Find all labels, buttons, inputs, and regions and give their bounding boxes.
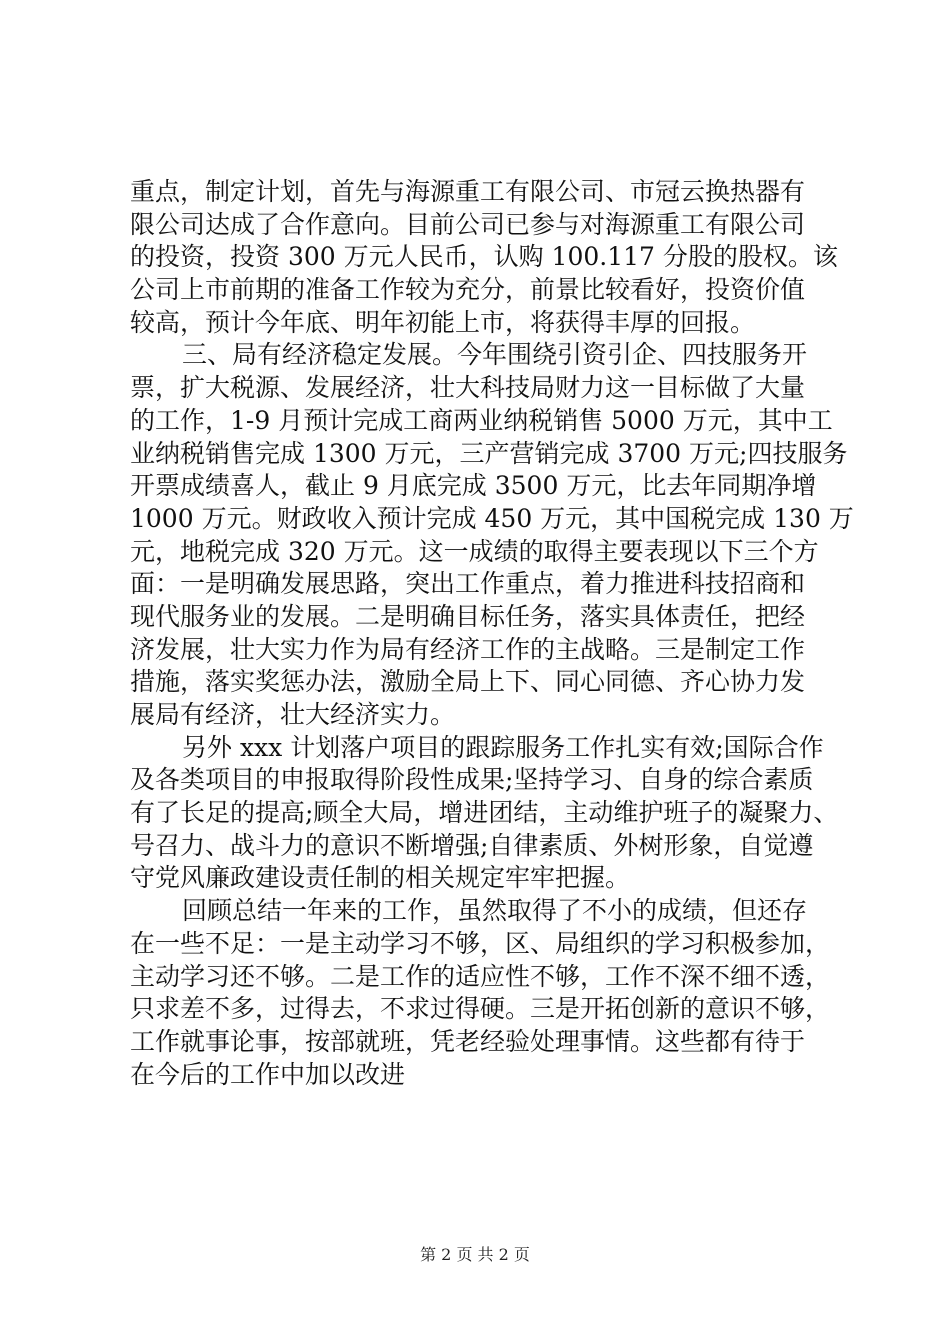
text-line: 主动学习还不够。二是工作的适应性不够，工作不深不细不透， — [130, 961, 831, 991]
text-line: 措施，落实奖惩办法，激励全局上下、同心同德、齐心协力发 — [130, 667, 806, 697]
paragraph-first-line: 回顾总结一年来的工作，虽然取得了不小的成绩，但还存 — [182, 896, 808, 926]
paragraph-first-line: 三、局有经济稳定发展。今年围绕引资引企、四技服务开 — [182, 340, 808, 370]
text-line: 工作就事论事，按部就班，凭老经验处理事情。这些都有待于 — [130, 1026, 806, 1056]
page-number-footer: 第 2 页 共 2 页 — [420, 1245, 530, 1264]
text-line: 济发展，壮大实力作为局有经济工作的主战略。三是制定工作 — [130, 634, 806, 664]
text-line: 较高，预计今年底、明年初能上市，将获得丰厚的回报。 — [130, 307, 756, 337]
text-line: 的投资，投资 300 万元人民币，认购 100.117 分股的股权。该 — [130, 242, 838, 272]
text-line: 面：一是明确发展思路，突出工作重点，着力推进科技招商和 — [130, 569, 806, 599]
text-line: 的工作，1-9 月预计完成工商两业纳税销售 5000 万元，其中工 — [130, 405, 833, 435]
paragraph-first-line: 另外 xxx 计划落户项目的跟踪服务工作扎实有效;国际合作 — [182, 732, 824, 762]
text-line: 限公司达成了合作意向。目前公司已参与对海源重工有限公司 — [130, 209, 806, 239]
text-line: 现代服务业的发展。二是明确目标任务，落实具体责任，把经 — [130, 601, 806, 631]
text-line: 票，扩大税源、发展经济，壮大科技局财力这一目标做了大量 — [130, 373, 806, 403]
text-line: 守党风廉政建设责任制的相关规定牢牢把握。 — [130, 863, 631, 893]
text-line: 号召力、战斗力的意识不断增强;自律素质、外树形象，自觉遵 — [130, 830, 814, 860]
text-line: 在今后的工作中加以改进 — [130, 1059, 406, 1089]
text-line: 公司上市前期的准备工作较为充分，前景比较看好，投资价值 — [130, 275, 806, 305]
text-line: 有了长足的提高;顾全大局，增进团结，主动维护班子的凝聚力、 — [130, 798, 839, 828]
text-line: 1000 万元。财政收入预计完成 450 万元，其中国税完成 130 万 — [130, 503, 854, 533]
text-line: 业纳税销售完成 1300 万元，三产营销完成 3700 万元;四技服务 — [130, 438, 848, 468]
document-body — [130, 176, 854, 1091]
text-line: 只求差不多，过得去，不求过得硬。三是开拓创新的意识不够， — [130, 994, 831, 1024]
text-line: 重点，制定计划，首先与海源重工有限公司、市冠云换热器有 — [130, 177, 806, 206]
text-line: 开票成绩喜人，截止 9 月底完成 3500 万元，比去年同期净增 — [130, 471, 817, 501]
text-line: 展局有经济，壮大经济实力。 — [130, 700, 456, 729]
text-line: 元，地税完成 320 万元。这一成绩的取得主要表现以下三个方 — [130, 536, 819, 566]
text-line: 在一些不足：一是主动学习不够，区、局组织的学习积极参加， — [130, 928, 831, 958]
text-line: 及各类项目的申报取得阶段性成果;坚持学习、自身的综合素质 — [130, 765, 814, 795]
